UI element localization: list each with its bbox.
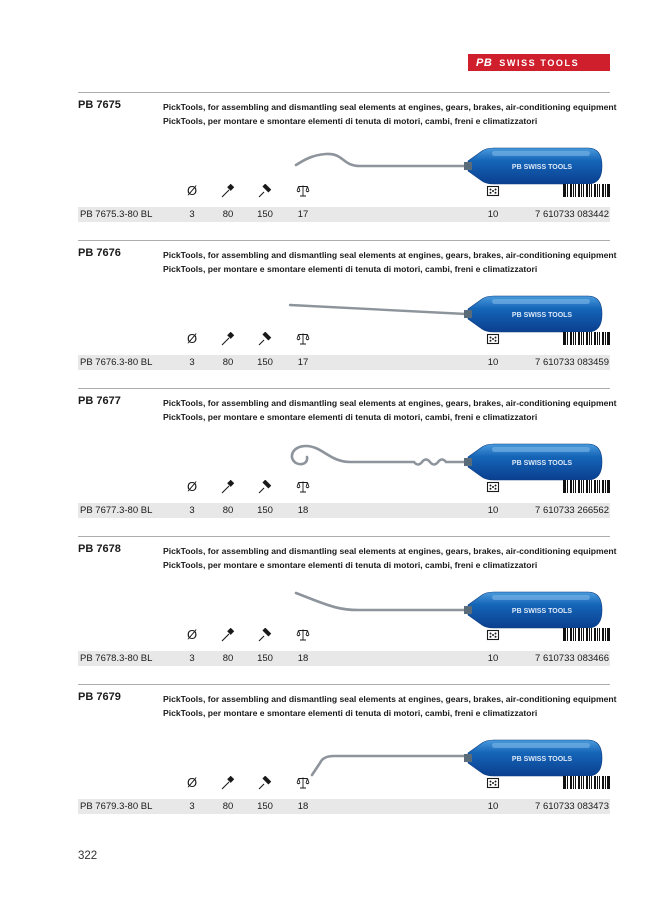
pack-quantity-value: 10 [487,209,499,220]
product-code: PB 7677 [78,395,121,407]
pack-quantity-icon [486,480,500,494]
product-desc-it: PickTools, per montare e smontare elementi di tenuta di motori, cambi, freni e climatizzatori [163,264,538,274]
sku: PB 7678.3-80 BL [80,653,153,664]
product-data-row [78,355,610,370]
tip-length-icon [221,332,235,346]
weight-value: 18 [297,505,309,516]
weight-icon [296,332,310,346]
section-divider [78,240,610,241]
product-desc-it: PickTools, per montare e smontare elementi di tenuta di motori, cambi, freni e climatizzatori [163,412,538,422]
total-length-icon [258,332,272,346]
product-section-pb7676 [0,240,650,388]
product-section-pb7677 [0,388,650,536]
ean-number: 7 610733 083459 [535,357,609,368]
ean-barcode [563,480,610,493]
logo-brand-text: SWISS TOOLS [499,57,580,68]
diameter-icon: Ø [186,775,198,790]
tip-length-value: 80 [222,505,234,516]
product-desc-en: PickTools, for assembling and dismantling seal elements at engines, gears, brakes, air-conditioning equipment [163,250,617,260]
product-code: PB 7675 [78,99,121,111]
product-desc-en: PickTools, for assembling and dismantling seal elements at engines, gears, brakes, air-conditioning equipment [163,694,617,704]
product-section-pb7675 [0,92,650,240]
diameter-value: 3 [189,653,195,664]
total-length-value: 150 [257,357,273,368]
handle-label: PB SWISS TOOLS [511,608,573,615]
pack-quantity-value: 10 [487,653,499,664]
diameter-icon: Ø [186,479,198,494]
diameter-icon: Ø [186,331,198,346]
tip-length-icon [221,480,235,494]
pack-quantity-value: 10 [487,505,499,516]
total-length-icon [258,184,272,198]
tip-length-icon [221,776,235,790]
product-desc-it: PickTools, per montare e smontare elementi di tenuta di motori, cambi, freni e climatizzatori [163,708,538,718]
sku: PB 7676.3-80 BL [80,357,153,368]
total-length-value: 150 [257,209,273,220]
handle-label: PB SWISS TOOLS [511,164,573,171]
pack-quantity-value: 10 [487,801,499,812]
product-data-row [78,651,610,666]
logo-pb-mark: PB [476,56,493,69]
pb-swiss-tools-logo [468,54,610,71]
total-length-icon [258,480,272,494]
handle-label: PB SWISS TOOLS [511,756,573,763]
weight-icon [296,776,310,790]
tip-length-value: 80 [222,801,234,812]
ean-number: 7 610733 266562 [535,505,609,516]
total-length-value: 150 [257,653,273,664]
product-code: PB 7676 [78,247,121,259]
weight-icon [296,628,310,642]
product-desc-it: PickTools, per montare e smontare elementi di tenuta di motori, cambi, freni e climatizzatori [163,116,538,126]
total-length-icon [258,776,272,790]
weight-icon [296,480,310,494]
product-desc-en: PickTools, for assembling and dismantling seal elements at engines, gears, brakes, air-conditioning equipment [163,102,617,112]
handle-label: PB SWISS TOOLS [511,460,573,467]
diameter-value: 3 [189,357,195,368]
product-section-pb7678 [0,536,650,684]
sku: PB 7679.3-80 BL [80,801,153,812]
tip-length-icon [221,628,235,642]
section-divider [78,536,610,537]
product-desc-en: PickTools, for assembling and dismantling seal elements at engines, gears, brakes, air-conditioning equipment [163,546,617,556]
ean-barcode [563,776,610,789]
ean-barcode [563,332,610,345]
weight-value: 17 [297,357,309,368]
sku: PB 7675.3-80 BL [80,209,153,220]
product-data-row [78,799,610,814]
product-section-pb7679 [0,684,650,832]
ean-barcode [563,628,610,641]
tip-length-icon [221,184,235,198]
tip-length-value: 80 [222,653,234,664]
total-length-icon [258,628,272,642]
diameter-value: 3 [189,801,195,812]
diameter-icon: Ø [186,183,198,198]
tip-length-value: 80 [222,357,234,368]
sku: PB 7677.3-80 BL [80,505,153,516]
product-code: PB 7679 [78,691,121,703]
total-length-value: 150 [257,801,273,812]
section-divider [78,388,610,389]
pack-quantity-icon [486,332,500,346]
weight-value: 17 [297,209,309,220]
diameter-value: 3 [189,505,195,516]
weight-icon [296,184,310,198]
section-divider [78,92,610,93]
total-length-value: 150 [257,505,273,516]
page-number: 322 [78,850,98,862]
product-data-row [78,503,610,518]
product-data-row [78,207,610,222]
product-code: PB 7678 [78,543,121,555]
pack-quantity-icon [486,184,500,198]
product-desc-en: PickTools, for assembling and dismantling seal elements at engines, gears, brakes, air-conditioning equipment [163,398,617,408]
ean-number: 7 610733 083473 [535,801,609,812]
diameter-icon: Ø [186,627,198,642]
tip-length-value: 80 [222,209,234,220]
product-desc-it: PickTools, per montare e smontare elementi di tenuta di motori, cambi, freni e climatizzatori [163,560,538,570]
section-divider [78,684,610,685]
pack-quantity-icon [486,628,500,642]
handle-label: PB SWISS TOOLS [511,312,573,319]
ean-barcode [563,184,610,197]
pack-quantity-value: 10 [487,357,499,368]
weight-value: 18 [297,653,309,664]
pack-quantity-icon [486,776,500,790]
ean-number: 7 610733 083442 [535,209,609,220]
weight-value: 18 [297,801,309,812]
diameter-value: 3 [189,209,195,220]
ean-number: 7 610733 083466 [535,653,609,664]
